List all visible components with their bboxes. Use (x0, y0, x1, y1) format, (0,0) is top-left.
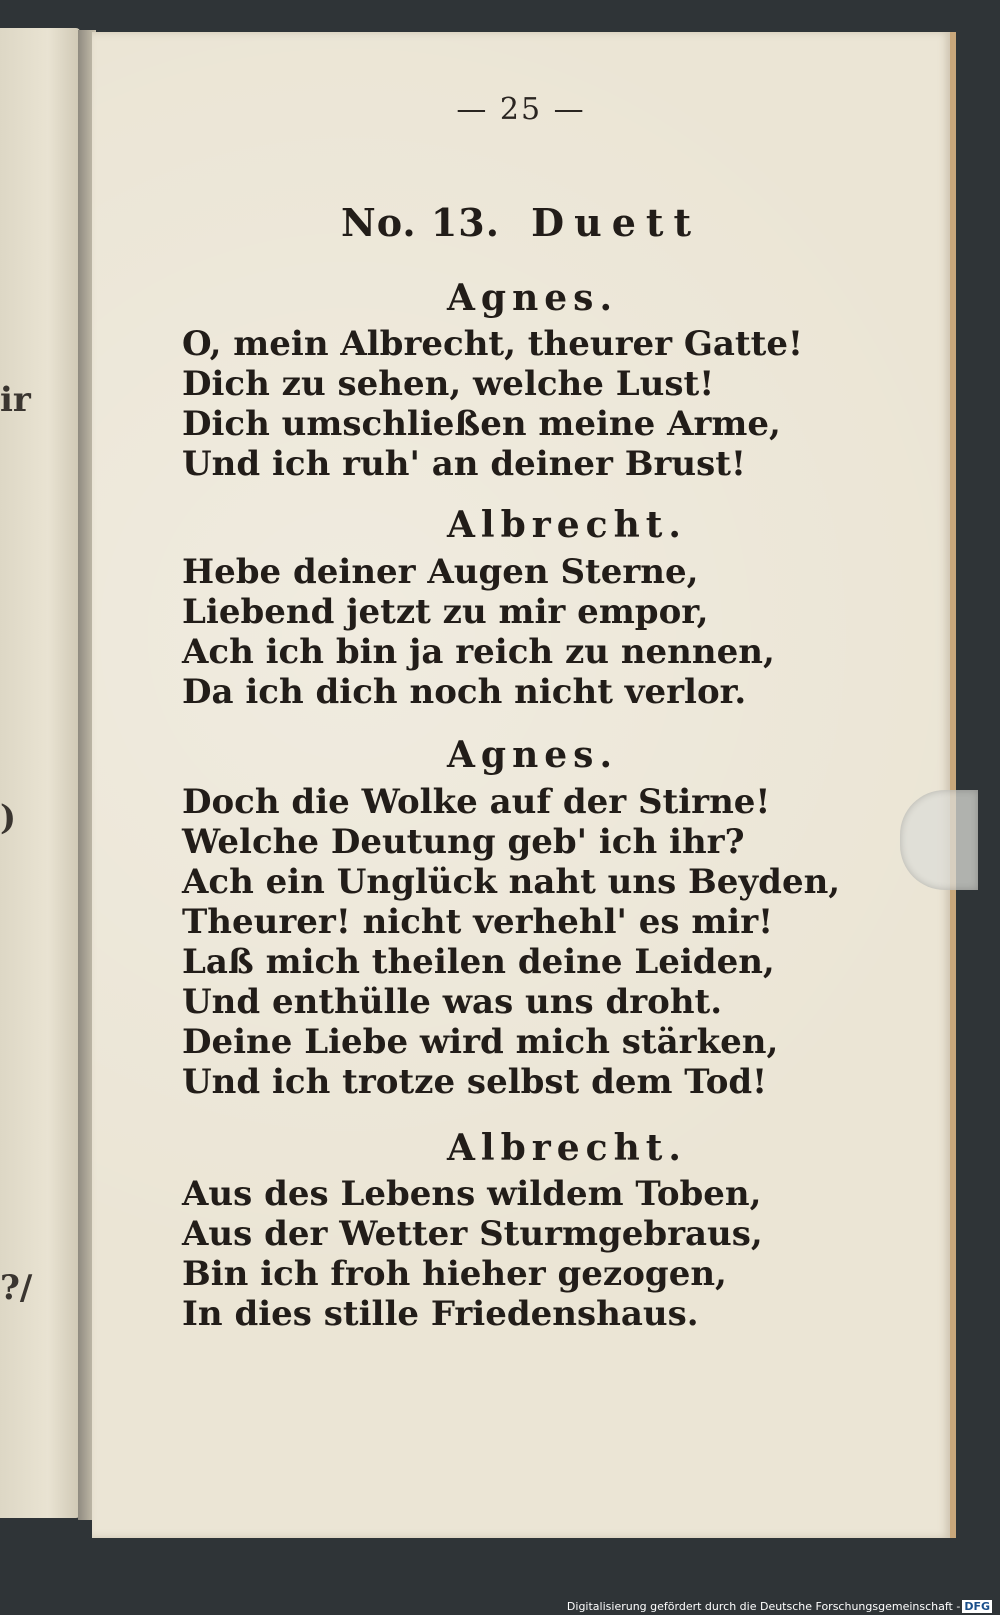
left-page-fragment: ?/ (0, 1268, 33, 1308)
verse-line: Und enthülle was uns droht. (182, 982, 723, 1022)
verse-line: Welche Deutung geb' ich ihr? (182, 822, 745, 862)
verse-line: In dies stille Friedenshaus. (182, 1294, 699, 1334)
dfg-logo: DFG (964, 1600, 990, 1613)
verse-line: Ach ein Unglück naht uns Beyden, (182, 862, 841, 902)
verse-block (182, 552, 775, 712)
verse-line: O, mein Albrecht, theurer Gatte! (182, 324, 803, 364)
verse-line: Liebend jetzt zu mir empor, (182, 592, 709, 632)
left-page-edge (0, 28, 80, 1518)
page-number: — 25 — (456, 92, 586, 127)
speaker-name: Agnes. (447, 734, 618, 776)
page-clip (900, 790, 978, 890)
speaker-name: Albrecht. (447, 504, 687, 546)
verse-line: Aus der Wetter Sturmgebraus, (182, 1214, 763, 1254)
verse-block (182, 1174, 763, 1334)
heading-number: No. 13. (340, 200, 500, 245)
verse-line: Hebe deiner Augen Sterne, (182, 552, 699, 592)
speaker-name: Agnes. (447, 277, 618, 319)
verse-line: Theurer! nicht verhehl' es mir! (182, 902, 774, 942)
speaker-name: Albrecht. (447, 1127, 687, 1169)
verse-block (182, 782, 840, 1102)
footer-text: Digitalisierung gefördert durch die Deutsche Forschungsgemeinschaft - (566, 1600, 961, 1613)
verse-line: Und ich ruh' an deiner Brust! (182, 444, 746, 484)
heading-title: Duett (531, 200, 702, 245)
verse-line: Doch die Wolke auf der Stirne! (182, 782, 771, 822)
verse-line: Dich zu sehen, welche Lust! (182, 364, 715, 404)
left-page-fragment: ir (0, 380, 31, 420)
verse-line: Aus des Lebens wildem Toben, (182, 1174, 762, 1214)
verse-line: Da ich dich noch nicht verlor. (182, 672, 747, 712)
verse-line: Bin ich froh hieher gezogen, (182, 1254, 727, 1294)
book-page (92, 32, 956, 1538)
left-page-fragment: ) (0, 798, 17, 838)
verse-block (182, 324, 803, 484)
verse-line: Deine Liebe wird mich stärken, (182, 1022, 779, 1062)
verse-line: Laß mich theilen deine Leiden, (182, 942, 775, 982)
page-heading (92, 200, 950, 245)
verse-line: Dich umschließen meine Arme, (182, 404, 781, 444)
verse-line: Und ich trotze selbst dem Tod! (182, 1062, 768, 1102)
verse-line: Ach ich bin ja reich zu nennen, (182, 632, 775, 672)
footer-credit (567, 1600, 992, 1613)
